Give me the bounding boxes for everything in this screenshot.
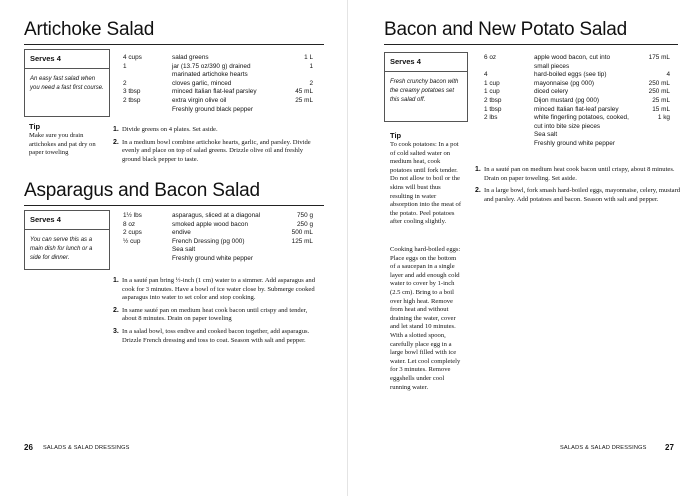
ingredient-name: salad greens	[172, 54, 209, 61]
ingredient-row	[484, 140, 670, 149]
title-rule	[24, 205, 324, 206]
step-text: In a sauté pan bring ½-inch (1 cm) water to a simmer. Add asparagus and cook for 3 minutes. Have a bowl of ice water close by. Submerge cooked asparagus into water to set color and stop cooking.	[122, 277, 315, 302]
method-step	[113, 139, 319, 165]
tip-text: To cook potatoes: In a pot of cold salted water on medium heat, cook potatoes until fork tender. Do not allow to boil or the skins will bust thus resulting in water absorption into the meat of the potato. Peel potatoes after cooling slightly.	[390, 141, 462, 226]
recipe-description: Fresh crunchy bacon with the creamy potatoes set this salad off.	[390, 79, 459, 103]
ingredient-name: Freshly ground white pepper	[534, 139, 615, 147]
method-step	[113, 126, 319, 135]
serves-label: Serves 4	[385, 53, 467, 72]
ingredient-quantity	[484, 123, 534, 132]
ingredient-metric: 25 mL	[652, 96, 670, 104]
ingredient-name: Freshly ground black pepper	[172, 105, 253, 113]
right-page	[348, 0, 695, 496]
method-steps	[113, 277, 319, 349]
serves-label: Serves 4	[25, 50, 109, 69]
ingredient-name: smoked apple wood bacon	[172, 220, 249, 228]
ingredient-name: Dijon mustard (pg 000)	[534, 96, 600, 104]
ingredient-name: extra virgin olive oil	[172, 96, 227, 104]
ingredient-quantity	[123, 255, 172, 264]
ingredient-name: minced Italian flat-leaf parsley	[534, 105, 619, 113]
recipe-description: You can serve this as a main dish for lunch or a side for dinner.	[30, 237, 93, 261]
serves-box	[24, 210, 110, 270]
recipe-title-artichoke: Artichoke Salad	[24, 19, 155, 40]
ingredient-quantity: 2 lbs	[484, 114, 498, 122]
ingredient-quantity: 1 cup	[484, 79, 500, 87]
step-number: 2.	[475, 187, 481, 195]
ingredient-name: cut into bite size pieces	[534, 122, 601, 130]
step-number: 2.	[113, 306, 119, 314]
ingredient-row	[123, 238, 313, 247]
ingredient-row	[123, 54, 313, 63]
ingredient-row	[123, 212, 313, 221]
ingredient-row	[123, 71, 313, 80]
ingredient-row	[484, 88, 670, 97]
ingredient-name: apple wood bacon, cut into	[534, 54, 611, 61]
tip-text: Make sure you drain artichokes and pat dry on paper toweling	[29, 132, 96, 157]
ingredient-quantity: 2	[123, 79, 127, 87]
ingredient-quantity	[123, 71, 172, 80]
step-number: 1.	[113, 126, 119, 133]
recipe-description: An easy fast salad when you need a fast first course.	[30, 76, 104, 91]
step-text: In same sauté pan on medium heat cook bacon until crispy and tender, about 8 minutes. Drain on paper toweling	[122, 306, 308, 323]
ingredient-metric: 500 mL	[291, 229, 313, 237]
ingredient-quantity: ½ cup	[123, 237, 141, 245]
running-head: SALADS & SALAD DRESSINGS	[43, 445, 130, 451]
method-steps	[475, 166, 681, 208]
ingredient-quantity: 2 tbsp	[123, 96, 141, 104]
ingredient-list	[484, 54, 670, 149]
ingredient-metric: 1 L	[304, 54, 313, 61]
serves-label: Serves 4	[25, 211, 109, 230]
ingredient-metric: 1	[309, 62, 313, 70]
ingredient-row	[123, 80, 313, 89]
page-number: 27	[665, 443, 674, 452]
ingredient-name: jar (13.75 oz/390 g) drained	[172, 62, 251, 70]
ingredient-metric: 45 mL	[295, 88, 313, 96]
ingredient-name: minced Italian flat-leaf parsley	[172, 88, 257, 96]
ingredient-quantity	[123, 246, 172, 255]
recipe-title-bacon-potato: Bacon and New Potato Salad	[384, 19, 628, 40]
method-step	[475, 166, 681, 183]
step-number: 1.	[475, 166, 481, 173]
ingredient-name: Sea salt	[534, 131, 558, 139]
ingredient-metric: 1 kg	[657, 114, 670, 122]
tip-heading: Tip	[390, 131, 402, 140]
ingredient-name: Sea salt	[172, 246, 196, 254]
ingredient-quantity	[123, 106, 172, 115]
ingredient-name: white fingerling potatoes, cooked,	[534, 114, 629, 122]
page-number: 26	[24, 443, 33, 452]
step-text: In a salad bowl, toss endive and cooked bacon together, add asparagus. Drizzle French dressing and toss to coat. Season with salt and pepper.	[122, 327, 310, 344]
ingredient-quantity: 1 tbsp	[484, 105, 502, 113]
ingredient-row	[484, 123, 670, 132]
ingredient-row	[123, 88, 313, 97]
ingredient-metric: 2	[309, 79, 313, 87]
serves-box	[384, 52, 468, 122]
title-rule	[384, 44, 678, 45]
ingredient-row	[123, 221, 313, 230]
ingredient-metric: 125 mL	[291, 237, 313, 245]
method-step	[475, 187, 681, 204]
method-step	[113, 328, 319, 345]
ingredient-quantity: 4 cups	[123, 54, 142, 61]
ingredient-quantity	[484, 131, 534, 140]
ingredient-row	[484, 106, 670, 115]
ingredient-quantity: 6 oz	[484, 54, 497, 61]
ingredient-quantity: 3 tbsp	[123, 88, 141, 96]
ingredient-row	[123, 229, 313, 238]
ingredient-name: hard-boiled eggs (see tip)	[534, 71, 607, 79]
ingredient-quantity: 1½ lbs	[123, 212, 142, 219]
ingredient-row	[123, 246, 313, 255]
ingredient-quantity: 2 tbsp	[484, 96, 502, 104]
ingredient-row	[123, 106, 313, 115]
ingredient-row	[484, 114, 670, 123]
ingredient-row	[484, 97, 670, 106]
method-step	[113, 277, 319, 303]
ingredient-metric: 750 g	[297, 212, 313, 219]
ingredient-metric: 250 mL	[648, 88, 670, 96]
method-steps	[113, 126, 319, 168]
ingredient-metric: 4	[666, 71, 670, 79]
step-number: 1.	[113, 277, 119, 284]
serves-box	[24, 49, 110, 117]
ingredient-name: marinated artichoke hearts	[172, 71, 248, 79]
ingredient-metric: 175 mL	[648, 54, 670, 61]
step-text: In a large bowl, fork smash hard-boiled eggs, mayonnaise, celery, mustard and parsley. Add potatoes and bacon. Season with salt and pepper.	[484, 187, 681, 203]
ingredient-name: French Dressing (pg 000)	[172, 237, 245, 245]
tip-text-eggs: Cooking hard-boiled eggs: Place eggs on the bottom of a saucepan in a single layer and add enough cold water to cover by 1-inch (2.5 cm). Bring to a boil over high heat. Remove from heat and without draining the water, cover and let stand 10 minutes. With a slotted spoon, carefully place egg in a large bowl filled with ice water. Let cool completely for 3 minutes. Remove eggshells under cool running water.	[390, 246, 461, 391]
step-text: In a sauté pan on medium heat cook bacon until crispy, about 8 minutes. Drain on paper toweling. Set aside.	[484, 166, 675, 182]
running-head: SALADS & SALAD DRESSINGS	[560, 445, 647, 451]
step-text: In a medium bowl combine artichoke hearts, garlic, and parsley. Divide evenly and place on top of salad greens. Drizzle olive oil and freshly ground black pepper to taste.	[122, 138, 311, 163]
ingredient-quantity: 1	[123, 62, 127, 70]
ingredient-name: mayonnaise (pg 000)	[534, 79, 595, 87]
ingredient-metric: 25 mL	[295, 96, 313, 104]
ingredient-quantity: 2 cups	[123, 229, 142, 237]
recipe-title-asparagus: Asparagus and Bacon Salad	[24, 180, 260, 201]
ingredient-quantity: 1 cup	[484, 88, 500, 96]
ingredient-row	[484, 63, 670, 72]
ingredient-quantity	[484, 140, 534, 149]
ingredient-row	[123, 255, 313, 264]
ingredient-list	[123, 212, 313, 264]
ingredient-row	[484, 71, 670, 80]
ingredient-name: endive	[172, 229, 191, 237]
ingredient-row	[484, 80, 670, 89]
ingredient-row	[484, 54, 670, 63]
ingredient-list	[123, 54, 313, 114]
ingredient-name: Freshly ground white pepper	[172, 254, 253, 262]
step-text: Divide greens on 4 plates. Set aside.	[122, 126, 218, 133]
left-page	[0, 0, 347, 496]
title-rule	[24, 44, 324, 45]
ingredient-name: asparagus, sliced at a diagonal	[172, 212, 261, 219]
step-number: 3.	[113, 327, 119, 335]
ingredient-metric: 250 mL	[648, 79, 670, 87]
ingredient-name: diced celery	[534, 88, 569, 96]
ingredient-quantity: 4	[484, 71, 488, 79]
ingredient-metric: 15 mL	[652, 105, 670, 113]
ingredient-quantity: 8 oz	[123, 220, 136, 228]
ingredient-row	[123, 63, 313, 72]
step-number: 2.	[113, 138, 119, 146]
tip-heading: Tip	[29, 122, 41, 131]
ingredient-row	[484, 131, 670, 140]
ingredient-quantity	[484, 63, 534, 72]
method-step	[113, 307, 319, 324]
ingredient-row	[123, 97, 313, 106]
ingredient-name: cloves garlic, minced	[172, 79, 232, 87]
ingredient-metric: 250 g	[297, 220, 313, 228]
ingredient-name: small pieces	[534, 62, 570, 70]
